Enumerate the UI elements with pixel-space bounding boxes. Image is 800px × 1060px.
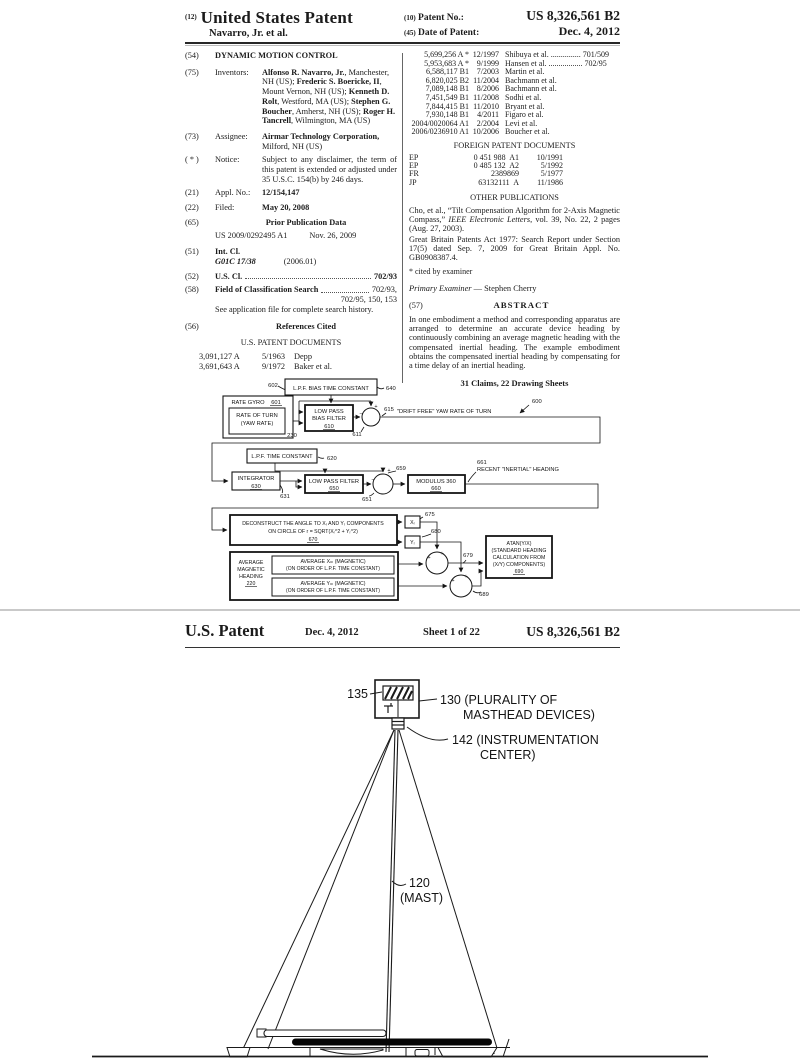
ref-689: 689: [479, 592, 489, 598]
primary-examiner: Primary Examiner — Stephen Cherry: [409, 283, 537, 293]
lpf-label: LOW PASS FILTER: [308, 479, 360, 485]
field-73-assignee: (73) Assignee: Airmar Technology Corporation, Milford, NH (US): [185, 131, 380, 151]
field-58-search: (58) Field of Classification Search 702/93,: [185, 285, 397, 295]
inventors-list: Alfonso R. Navarro, Jr., Manchester, NH (US); Frederic S. Boericke, II, Mount Vernon, NH (US); Kenneth D. Rolt, Westford, MA (US); Stephen G. Boucher, Amherst, NH (US); Roger H. Tancrell, Wilmington, MA (US): [262, 67, 396, 126]
us-patent-docs-heading: U.S. PATENT DOCUMENTS: [240, 338, 342, 348]
prior-publication-row: [215, 231, 397, 241]
plus-sign: +: [374, 404, 378, 410]
atan-label-2: (STANDARD HEADING: [491, 548, 547, 554]
ref-661: 661: [477, 460, 487, 466]
recent-inertial-label: RECENT "INERTIAL" HEADING: [477, 467, 559, 473]
field-51-heading: (51) Int. Cl.: [185, 247, 241, 257]
plus-sign: +: [464, 574, 468, 580]
xr-label: Xᵣ: [410, 520, 415, 526]
appl-no: 12/154,147: [262, 188, 300, 198]
average-x-label-2: (ON ORDER OF L.P.F. TIME CONSTANT): [286, 566, 380, 572]
ref-615: 615: [384, 407, 394, 413]
ref-10: (10): [404, 14, 416, 22]
deck-black-bar: [292, 1039, 492, 1046]
sheet-number: Sheet 1 of 22: [423, 627, 480, 638]
average-y-label-2: (ON ORDER OF L.P.F. TIME CONSTANT): [286, 588, 380, 594]
ref-611: 611: [352, 432, 362, 438]
ref-640: 640: [386, 386, 396, 392]
label-135: 135: [347, 687, 368, 701]
us-citation-row: 3,091,127 A 5/1963 Depp: [199, 351, 312, 361]
field-51-class: G01C 17/38 (2006.01): [215, 256, 317, 266]
average-x-label-1: AVERAGE Xₘ (MAGNETIC): [300, 559, 366, 565]
citation-row: 7,930,148 B1 4/2011 Figaro et al.: [425, 110, 544, 120]
search-classes-2: 702/95, 150, 153: [340, 295, 397, 305]
field-65-heading: (65) Prior Publication Data: [185, 217, 347, 227]
lpf-bias-tc-label: L.P.F. BIAS TIME CONSTANT: [293, 386, 369, 392]
dot-leader: [321, 285, 369, 293]
sheet1-sailboat-figure: [90, 650, 710, 1060]
patent-header-left: [185, 8, 353, 39]
filed-date: May 20, 2008: [262, 203, 310, 213]
foreign-docs-rows: [409, 154, 620, 188]
label-120: 120: [409, 876, 430, 890]
int-class: G01C 17/38: [215, 256, 256, 266]
masthead-box: [375, 680, 419, 718]
patent-header-right: [404, 8, 620, 39]
ref-45: (45): [404, 29, 416, 37]
foreign-docs-heading: FOREIGN PATENT DOCUMENTS: [453, 140, 576, 150]
ref-230: 230: [287, 433, 297, 439]
patent-date: Dec. 4, 2012: [558, 24, 620, 38]
citation-row: 7,451,549 B1 11/2008 Sodhi et al.: [425, 92, 542, 102]
average-y-label-1: AVERAGE Yₘ (MAGNETIC): [300, 581, 366, 587]
drift-free-label: "DRIFT FREE" YAW RATE OF TURN: [397, 409, 492, 415]
header-rule: [185, 42, 620, 46]
foreign-doc-row: FR 2389869 5/1977: [409, 169, 563, 179]
citation-row: 7,089,148 B1 8/2006 Bachmann et al.: [425, 84, 557, 94]
ref-600: 600: [532, 399, 542, 405]
rigging-stays: [242, 730, 509, 1057]
deconstruct-label-2: ON CIRCLE OF r = SQRT(Xᵣ^2 + Yᵣ^2): [268, 529, 358, 535]
label-120-mast: (MAST): [400, 891, 444, 905]
atan-label-3: CALCULATION FROM: [492, 555, 546, 561]
patent-no-label: Patent No.:: [418, 13, 464, 23]
rate-of-turn-label-2: (YAW RATE): [240, 421, 274, 427]
field-52-us-cl: (52) U.S. Cl. 702/93: [185, 271, 397, 281]
patent-date-label: Date of Patent:: [418, 28, 480, 38]
amh-label-1: AVERAGE: [238, 560, 264, 566]
foreign-doc-row: EP 0 451 988 A1 10/1991: [409, 152, 563, 162]
sheet-header: [185, 621, 620, 643]
sheet-us-patent: U.S. Patent: [185, 621, 265, 640]
modulus-label: MODULUS 360: [416, 479, 456, 485]
ref-690: 690: [514, 569, 524, 575]
foreign-doc-row: JP 63132111 A 11/1986: [409, 177, 563, 187]
ref-57: (57): [409, 301, 423, 311]
citation-row: 5,953,683 A * 9/1999 Hansen et al. ................. 702/95: [424, 58, 607, 68]
ref-670: 670: [308, 537, 318, 543]
plus-sign: +: [440, 551, 444, 557]
ref-620: 620: [327, 456, 337, 462]
us-patent-docs-rows: [185, 352, 397, 371]
journal-name: IEEE Electronic Letters: [448, 214, 531, 224]
lpbf-label-1: LOW PASS: [314, 409, 344, 415]
ref-680: 680: [431, 529, 441, 535]
examiner-name: Stephen Cherry: [484, 283, 537, 293]
us-citation-row: 3,691,643 A 9/1972 Baker et al.: [199, 361, 333, 371]
publication-2: Great Britain Patents Act 1977: Search Report under Section 17(5) dated Sep. 7, 2009 for Great Britain Appl. No. GB0908387.4.: [409, 234, 620, 262]
page-divider: [0, 609, 800, 611]
yr-label: Yᵣ: [410, 540, 415, 546]
assignee-name: Airmar Technology Corporation,: [262, 131, 380, 141]
lpf-tc-label: L.P.F. TIME CONSTANT: [251, 454, 313, 460]
citation-row: 6,820,025 B2 11/2004 Bachmann et al.: [425, 75, 557, 85]
ref-650: 650: [329, 486, 339, 492]
deconstruct-label-1: DECONSTRUCT THE ANGLE TO Xᵣ AND Yᵣ COMPONENTS: [242, 521, 384, 527]
sheet-header-rule: [185, 647, 620, 648]
claims-line: 31 Claims, 22 Drawing Sheets: [460, 378, 569, 389]
label-142-line1: 142 (INSTRUMENTATION: [452, 733, 599, 747]
plus-sign: +: [427, 555, 431, 561]
citation-row: 6,588,117 B1 7/2003 Martin et al.: [425, 67, 545, 77]
deck-and-hull: [227, 1048, 510, 1058]
ref-675: 675: [425, 512, 435, 518]
mast: [386, 730, 398, 1052]
minus-sign: −: [359, 411, 363, 417]
label-142-line2: CENTER): [480, 748, 536, 762]
ref-220: 220: [246, 581, 256, 587]
label-leaders: [370, 692, 448, 885]
pub-number: US 2009/0292495 A1: [215, 230, 288, 240]
ref-651: 651: [362, 497, 372, 503]
abstract-heading-row: [409, 301, 620, 311]
dot-leader: [245, 272, 371, 280]
field-notice: ( * ) Notice: Subject to any disclaimer, the term of this patent is extended or adjusted under 35 U.S.C. 154(b) by 246 days.: [185, 155, 397, 184]
field-56-heading: (56) References Cited: [185, 322, 336, 332]
sheet-patent-no: US 8,326,561 B2: [526, 624, 620, 639]
integrator-label: INTEGRATOR: [237, 476, 275, 482]
right-column: [409, 51, 620, 389]
ref-679: 679: [463, 553, 473, 559]
summer-1: [362, 408, 380, 426]
label-130-line2: MASTHEAD DEVICES): [463, 708, 595, 722]
us-class: 702/93: [373, 271, 397, 281]
atan-label-1: ATAN(Y/X): [506, 541, 532, 547]
patent-byline: Navarro, Jr. et al.: [209, 28, 288, 39]
ref-12: (12): [185, 13, 197, 21]
publication-1: Cho, et al., “Tilt Compensation Algorithm for 2-Axis Magnetic Compass,” IEEE Electronic Letters, vol. 39, No. 22, 2 pages (Aug. 27, 2003).: [409, 205, 620, 233]
citations-list: [409, 51, 620, 137]
field-75-inventors: (75) Inventors: Alfonso R. Navarro, Jr., Manchester, NH (US); Frederic S. Boericke, II, Mount Vernon, NH (US); Kenneth D. Rolt, Westford, MA (US); Stephen G. Boucher, Amherst, NH (US); Roger H. Tancrell, Wilmington, MA (US): [185, 67, 396, 126]
ref-610: 610: [324, 424, 334, 430]
amh-label-3: HEADING: [239, 574, 263, 580]
citation-row: 2006/0236910 A1 10/2006 Boucher et al.: [411, 127, 550, 137]
label-130-line1: 130 (PLURALITY OF: [440, 693, 558, 707]
ref-659: 659: [396, 466, 406, 472]
left-column: [185, 51, 397, 371]
rate-of-turn-label-1: RATE OF TURN: [236, 413, 278, 419]
ref-601: 601: [271, 400, 281, 406]
plus-sign: +: [387, 468, 391, 474]
notice-text: Subject to any disclaimer, the term of this patent is extended or adjusted under 35 U.S.C. 154(b) by 246 days.: [262, 155, 397, 184]
citation-row: 7,844,415 B1 11/2010 Bryant et al.: [425, 101, 545, 111]
citation-row: 5,699,256 A * 12/1997 Shibuya et al. ............... 701/509: [424, 50, 610, 59]
amh-label-2: MAGNETIC: [237, 567, 265, 573]
patent-number: US 8,326,561 B2: [526, 8, 620, 23]
pub-date: Nov. 26, 2009: [309, 230, 357, 240]
abstract-figure-diagram: [185, 373, 615, 611]
invention-title: DYNAMIC MOTION CONTROL: [215, 51, 338, 60]
plus-sign: +: [451, 578, 455, 584]
patent-header: [185, 8, 620, 39]
page-title: United States Patent: [200, 8, 353, 27]
field-21-appl-no: (21) Appl. No.: 12/154,147: [185, 188, 397, 198]
minus-sign: −: [371, 477, 375, 483]
ref-602: 602: [268, 383, 278, 389]
summer-2: [373, 474, 393, 494]
foreign-doc-row: EP 0 485 132 A2 5/1992: [409, 161, 563, 171]
citation-row: 2004/0020064 A1 2/2004 Levi et al.: [411, 118, 538, 128]
other-publications-heading: OTHER PUBLICATIONS: [470, 193, 559, 203]
field-22-filed: (22) Filed: May 20, 2008: [185, 203, 397, 213]
abstract-text: In one embodiment a method and corresponding apparatus are arranged to determine an accurate device heading by continuously combining an average magnetic heading with the compensated inertial heading. The example embodiment obtains the compensated inertial heading by compensating for a time delay of an inertial heading.: [409, 315, 620, 371]
sheet-date: Dec. 4, 2012: [305, 627, 359, 638]
search-note: See application file for complete search history.: [215, 304, 374, 314]
ref-631: 631: [280, 494, 290, 500]
column-divider: [402, 53, 403, 383]
field-54-title: (54) DYNAMIC MOTION CONTROL: [185, 51, 397, 61]
ref-660: 660: [431, 486, 441, 492]
abstract-heading: ABSTRACT: [493, 300, 550, 311]
rate-gyro-label: RATE GYRO: [231, 400, 265, 406]
lpbf-label-2: BIAS FILTER: [312, 416, 346, 422]
instrumentation-collar: [392, 718, 404, 729]
atan-label-4: (X/Y) COMPONENTS): [492, 562, 546, 568]
ref-630: 630: [251, 484, 261, 490]
boom: [264, 1030, 386, 1037]
cited-by-examiner: * cited by examiner: [409, 266, 473, 276]
